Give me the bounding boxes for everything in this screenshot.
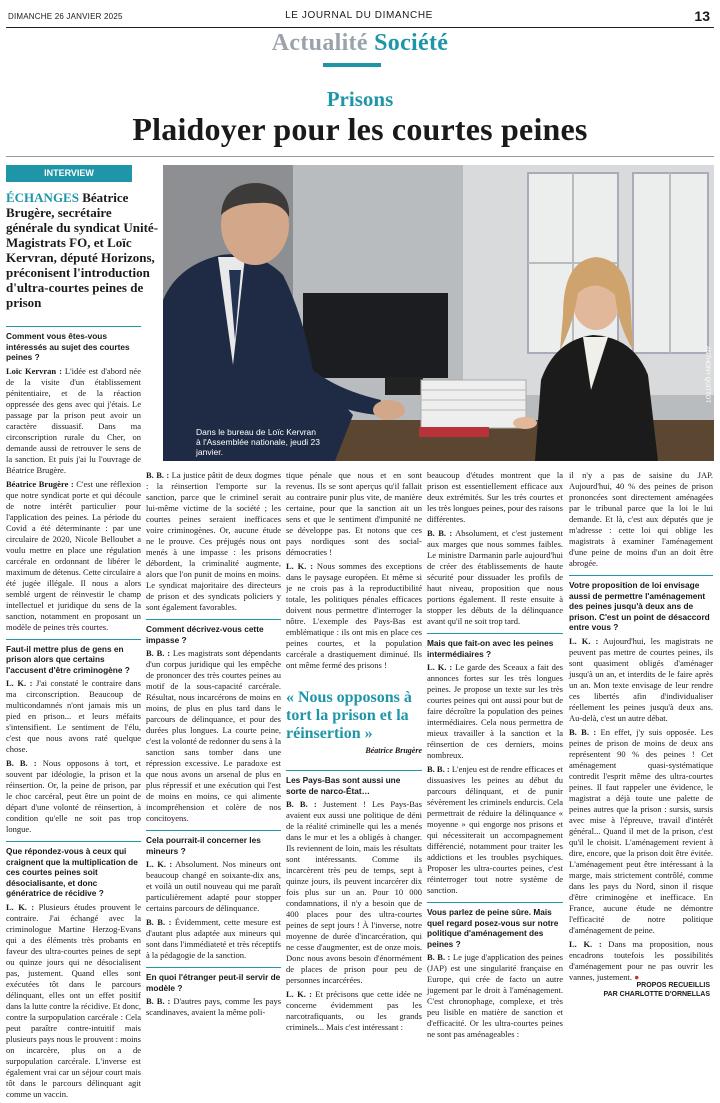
answer-text: Absolument. Nos mineurs ont beaucoup changé en soixante-dix ans, et voilà un outil nouveau qui me paraît particulièrement adapté pour stopper certains parcours de délinquance. xyxy=(146,859,281,913)
speaker-label: B. B. : xyxy=(286,799,317,809)
answer-text: Et précisons que cette idée ne concerne évidemment pas les narcotrafiquants, ou les grands criminels... Mais c'est intéressant : xyxy=(286,989,422,1032)
answer-paragraph xyxy=(286,561,422,671)
answer-paragraph xyxy=(286,989,422,1033)
answer-text: C'est une réflexion que notre syndicat porte et qui découle de notre intérêt particulier pour l'application des peines. La période du Covid a été déterminante : par une circulaire de 2020, Nicole Belloubet a voulu mettre en place une régulation carcérale en ordonnant de libérer le maximum de détenus. Cette circulaire a été jugée illégale. Il nous a alors semblé urgent de réinvestir le champ intellectuel et juridique du sens de la sanction, notamment en proposant un modèle de peines très courtes. xyxy=(6,478,142,632)
pull-quote-attribution: Béatrice Brugère xyxy=(365,746,422,755)
answer-paragraph xyxy=(569,939,713,983)
header-rule xyxy=(6,27,714,28)
office-scene-illustration xyxy=(163,165,714,461)
end-mark-icon: ● xyxy=(634,971,640,982)
speaker-label: B. B. : xyxy=(569,726,597,737)
answer-paragraph xyxy=(569,727,713,936)
photo-caption: Dans le bureau de Loïc Kervran à l'Assemblée nationale, jeudi 23 janvier. xyxy=(196,427,321,457)
answer-text: L'idée est d'abord née de la visite d'un établissement pénitentiaire, et de la réaction oppressée des gens avec qui j'étais. Le passage par la prison peut avoir un caractère dissuasif. Dans ma circonscription rurale du Cher, on demande aussi de retrouver le sens de la sanction. Et puis j'ai lu l'ouvrage de Béatrice Brugère. xyxy=(6,365,141,475)
answer-paragraph xyxy=(6,758,141,835)
answer-paragraph xyxy=(6,479,141,633)
speaker-label: L. K. : xyxy=(6,901,35,912)
column-3-top xyxy=(286,470,422,680)
answer-text: Justement ! Les Pays-Bas avaient eux aussi une politique de déni de la réalité criminelle qui les a menés dans le mur et les a obligés à changer. Ils reviennent de loin, mais les résultats sont intéressants. Comme ils incarcèrent très peu de temps, sept à quinze jours, ils peuvent incarcérer dix fois plus sur un an. Pour 10 000 condamnations, il n'y a besoin que de 400 places pour des ultra-courtes peines de sept jours ! À l'inverse, notre moyenne de durée d'incarcération, qui ne cesse d'augmenter, est de onze mois. Donc nous avons besoin d'énormément de places de prison pour peu de personnes incarcérées. xyxy=(286,799,422,985)
speaker-label: Béatrice Brugère : xyxy=(6,478,74,489)
answer-paragraph xyxy=(286,799,422,986)
question: Que répondez-vous à ceux qui craignent que la multiplication de ces courtes peines soit désocialisante, et donc génératrice de récidive ? xyxy=(6,841,141,899)
answer-paragraph xyxy=(146,470,281,613)
answer-text: Dans ma proposition, nous encadrons toutefois les possibilités d'aménagement pour ne pas ouvrir les vannes, justement. xyxy=(569,938,713,982)
intro-label: ÉCHANGES xyxy=(6,190,79,205)
speaker-label: L. K. : xyxy=(427,662,453,672)
answer-paragraph: beaucoup d'études montrent que la prison est essentiellement efficace aux deux extrémités. Sur les très courtes et les très longues peines, pour des raisons différentes. xyxy=(427,470,563,524)
question: Comment décrivez-vous cette impasse ? xyxy=(146,619,281,645)
answer-text: Évidemment, cette mesure est d'autant plus adaptée aux mineurs qui sont dans l'immédiateté et très réceptifs à la pédagogie de la sanction. xyxy=(146,917,281,960)
answer-paragraph: il n'y a pas de saisine du JAP. Aujourd'hui, 40 % des peines de prison prononcées sont directement aménagées par le tribunal parce que la loi le lui demande. Et là, c'est aux députés que je m'adresse : cette loi qui oblige les magistrats à examiner l'aménagement d'une peine de moins d'un an doit être abrogée. xyxy=(569,470,713,568)
question: Faut-il mettre plus de gens en prison alors que certains l'accusent d'être criminogène ? xyxy=(6,639,141,676)
question: Comment vous êtes-vous intéressés au sujet des courtes peines ? xyxy=(6,326,141,363)
interview-photo xyxy=(163,165,714,461)
answer-paragraph xyxy=(427,528,563,627)
question: Mais que fait-on avec les peines intermédiaires ? xyxy=(427,633,563,659)
answer-text: Aujourd'hui, les magistrats ne peuvent pas mettre de courtes peines, ils sont quasiment obligés d'aménager jusqu'à un an, et interdits de le faire après un an. Mon texte envisage de leur rendre ces libertés afin d'individualiser réellement les peines jusqu'à deux ans. Au-delà, c'est un autre débat. xyxy=(569,635,713,723)
answer-text: Le juge d'application des peines (JAP) est une singularité française en Europe, qui crée de facto un autre jugement par le droit à l'aménagement. C'est chronophage, complexe, et très peu lisible en matière de sanction et d'efficacité. Or les ultra-courtes peines ne sont pas aménageables : xyxy=(427,952,563,1039)
speaker-label: L. K. : xyxy=(569,938,602,949)
column-4 xyxy=(427,470,563,1043)
speaker-label: B. B. : xyxy=(146,648,171,658)
photo-credit: ANTHONY QUITTOT xyxy=(704,345,710,403)
column-2 xyxy=(146,470,281,1021)
section-accent-bar xyxy=(323,63,381,67)
answer-paragraph xyxy=(427,764,563,896)
question: Les Pays-Bas sont aussi une sorte de narco-État… xyxy=(286,770,422,796)
question: Vous parlez de peine sûre. Mais quel regard posez-vous sur notre politique d'aménagement des peines ? xyxy=(427,902,563,949)
answer-paragraph xyxy=(6,902,141,1100)
answer-text: D'autres pays, comme les pays scandinaves, avaient la même poli- xyxy=(146,996,282,1017)
answer-paragraph xyxy=(427,952,563,1040)
answer-paragraph xyxy=(146,648,281,824)
intro-standfirst xyxy=(6,190,160,310)
credit-line-2: PAR CHARLOTTE D'ORNELLAS xyxy=(603,991,710,998)
answer-paragraph xyxy=(427,662,563,761)
speaker-label: B. B. : xyxy=(427,764,450,774)
answer-text: La justice pâtit de deux dogmes : la réinsertion l'emporte sur la sanction, parce que le criminel serait lui-même victime de la société ; les courtes peines seraient inefficaces voire criminogènes. Or, aucune étude ne le prouve. Ces préjugés nous ont menés à une impasse : les prisons débordent, la criminalité augmente, alors que l'on punit de moins en moins. Le syndicat majoritaire des directeurs de prison et des syndicats policiers y sont également favorables. xyxy=(146,470,282,612)
column-5 xyxy=(569,470,713,986)
pull-quote-text: « Nous opposons à tort la prison et la réinsertion » xyxy=(286,689,412,742)
speaker-label: B. B. : xyxy=(6,758,37,768)
speaker-label: L. K. : xyxy=(286,989,312,999)
newspaper-name: LE JOURNAL DU DIMANCHE xyxy=(285,10,433,21)
speaker-label: B. B. : xyxy=(427,952,451,962)
answer-text: Plusieurs études prouvent le contraire. J'ai échangé avec la criminologue Martine Herzog-Evans qui a des éléments très probants en faveur des ultra-courtes peines de sept ou quinze jours qui ne désocialisent pas, justement. Quand elles sont exécutées tôt dans le parcours délinquant, elles ont un effet positif dans la lutte contre la récidive. Et donc, contre la surpopulation carcérale : Cela peut paraître contre-intuitif mais plusieurs pays nous le prouvent : moins on incarcère, plus on a de surpopulation carcérale. L'inverse est également vrai car un séjour court mais tôt dans le parcours délinquant agit comme un vaccin. xyxy=(6,901,141,1099)
answer-paragraph: tique pénale que nous et en sont revenus. Ils se sont aperçus qu'il fallait au contraire punir plus vite, de manière certaine, pour que la sanction ait un sens et que le sentiment d'impunité ne se développe pas. Et notons que ces pays nordiques sont des social-démocraties ! xyxy=(286,470,422,557)
speaker-label: L. K. : xyxy=(6,678,33,688)
answer-paragraph xyxy=(569,636,713,724)
answer-text: Les magistrats sont dépendants d'un corpus juridique qui les empêche de prononcer des très courtes peines au motif de la sous-capacité carcérale. Résultat, nous incarcérons de moins en moins, de plus en plus tard dans le parcours de délinquance, et pour des durées plus longues. La courte peine, c'est la volonté de redonner du sens à la sanction sans tomber dans une répression excessive. Le paradoxe est que nous avons un arsenal de plus en plus répressif et une exécution qui l'est de moins en moins, ce qui alimente incompréhension et colère de nos concitoyens. xyxy=(146,648,281,823)
answer-paragraph xyxy=(6,678,141,755)
speaker-label: B. B. : xyxy=(146,996,171,1006)
answer-paragraph xyxy=(146,859,281,914)
speaker-label: B. B. : xyxy=(146,470,170,480)
column-3-bottom xyxy=(286,770,422,1036)
answer-paragraph xyxy=(6,366,141,476)
headline: Plaidoyer pour les courtes peines xyxy=(132,111,588,147)
interview-credit xyxy=(603,981,710,999)
page-number: 13 xyxy=(694,8,710,24)
answer-text: J'ai constaté le contraire dans ma circonscription. Beaucoup de multicondamnés n'ont jamais mis un pied en prison... et leurs méfaits s'intensifient. Le sentiment de l'élu, c'est que nous avons raté quelque chose. xyxy=(6,678,141,754)
answer-paragraph xyxy=(146,917,281,961)
speaker-label: L. K. : xyxy=(286,561,314,571)
question: En quoi l'étranger peut-il servir de modèle ? xyxy=(146,967,281,993)
answer-text: L'enjeu est de rendre efficaces et dissuasives les peines au début du parcours délinquant, et de punir sévèrement les criminels endurcis. Cela permettrait de réduire la délinquance « moyenne » qui engorge nos prisons et qui nécessiterait un accompagnement différencié, notamment pour traiter les addictions et les troubles psychiques. Proposer les ultra-courtes peines, c'est réinterroger tout notre système de sanction. xyxy=(427,764,564,895)
speaker-label: L. K. : xyxy=(569,635,599,646)
answer-text: Nous sommes des exceptions dans le paysage européen. Et même si je ne crois pas à la reproductibilité totale, les politiques pénales efficaces doivent nous permettre d'interroger la nôtre. L'exemple des Pays-Bas est emblématique : ils ont mis en place ces peines courtes, et la population carcérale a drastiquement diminué. Ils ont même fermé des prisons ! xyxy=(286,561,422,670)
speaker-label: Loïc Kervran : xyxy=(6,365,62,376)
speaker-label: L. K. : xyxy=(146,859,173,869)
answer-text: Le garde des Sceaux a fait des annonces fortes sur les très longues peines. Je propose un texte sur les très courtes peines qui ont aussi pour but de faire décroître la population des peines intermédiaires. Cela nous permettra de mieux travailler à la sanction et la réinsertion de ces derniers, moins nombreux. xyxy=(427,662,563,760)
question: Votre proposition de loi envisage aussi de permettre l'aménagement des peines jusqu'à deux ans de prison. C'est un point de désaccord entre vous ? xyxy=(569,575,713,633)
running-header xyxy=(8,8,710,26)
section-part-actualite: Actualité xyxy=(271,30,368,56)
answer-text: Absolument, et c'est justement aux marges que nous sommes faibles. Le ministre Darmanin parle aujourd'hui de créer des établissements de haute sécurité pour dissuader les profils de haut niveau, proposition que nous portions également. Il reste ensuite à stopper les débuts de la délinquance avant qu'il ne soit trop tard. xyxy=(427,528,563,626)
pull-quote xyxy=(286,689,422,755)
headline-rule xyxy=(6,156,714,157)
column-1 xyxy=(6,326,141,1103)
intro-text: Béatrice Brugère, secrétaire générale du syndicat Unité-Magistrats FO, et Loïc Kervran, député Horizons, préconisent l'introduction d'ultra-courtes peines de prison xyxy=(6,190,159,310)
interview-tag: INTERVIEW xyxy=(6,165,132,182)
answer-text: En effet, j'y suis opposée. Les peines de prison de moins de deux ans représentent 90 % des peines ! Cet aménagement quasi-systématique contredit l'esprit même des ultra-courtes peines. Il faut rappeler une évidence, le magistrat a déjà toute une palette de peines autres que la prison : sursis, sursis avec mise à l'épreuve, travail d'intérêt général... Quand il met de la prison, c'est qu'il le choisit. L'aménagement revient à dire, encore, que la prison doit être évitée. L'aménagement peut être intéressant à la marge, mais strictement contrôlé, comme dans les pays du Nord, sinon il risque d'être criminogène et inefficace. En France, aucune étude ne démontre l'efficacité de notre politique d'aménagement de peine. xyxy=(569,726,714,935)
answer-text: Nous opposons à tort, et souvent par idéologie, la prison et la réinsertion. Or, la peine de prison, par le choc carcéral, peut être un point de départ d'une volonté de réinsertion, à condition qu'elle ne soit pas trop longue. xyxy=(6,758,142,834)
speaker-label: B. B. : xyxy=(146,917,172,927)
question: Cela pourrait-il concerner les mineurs ? xyxy=(146,830,281,856)
section-part-societe: Société xyxy=(374,30,449,56)
answer-paragraph xyxy=(146,996,281,1018)
credit-line-1: PROPOS RECUEILLIS xyxy=(636,982,710,989)
issue-date: DIMANCHE 26 JANVIER 2025 xyxy=(8,12,123,21)
section-title xyxy=(0,30,720,57)
kicker: Prisons xyxy=(326,87,394,111)
speaker-label: B. B. : xyxy=(427,528,453,538)
